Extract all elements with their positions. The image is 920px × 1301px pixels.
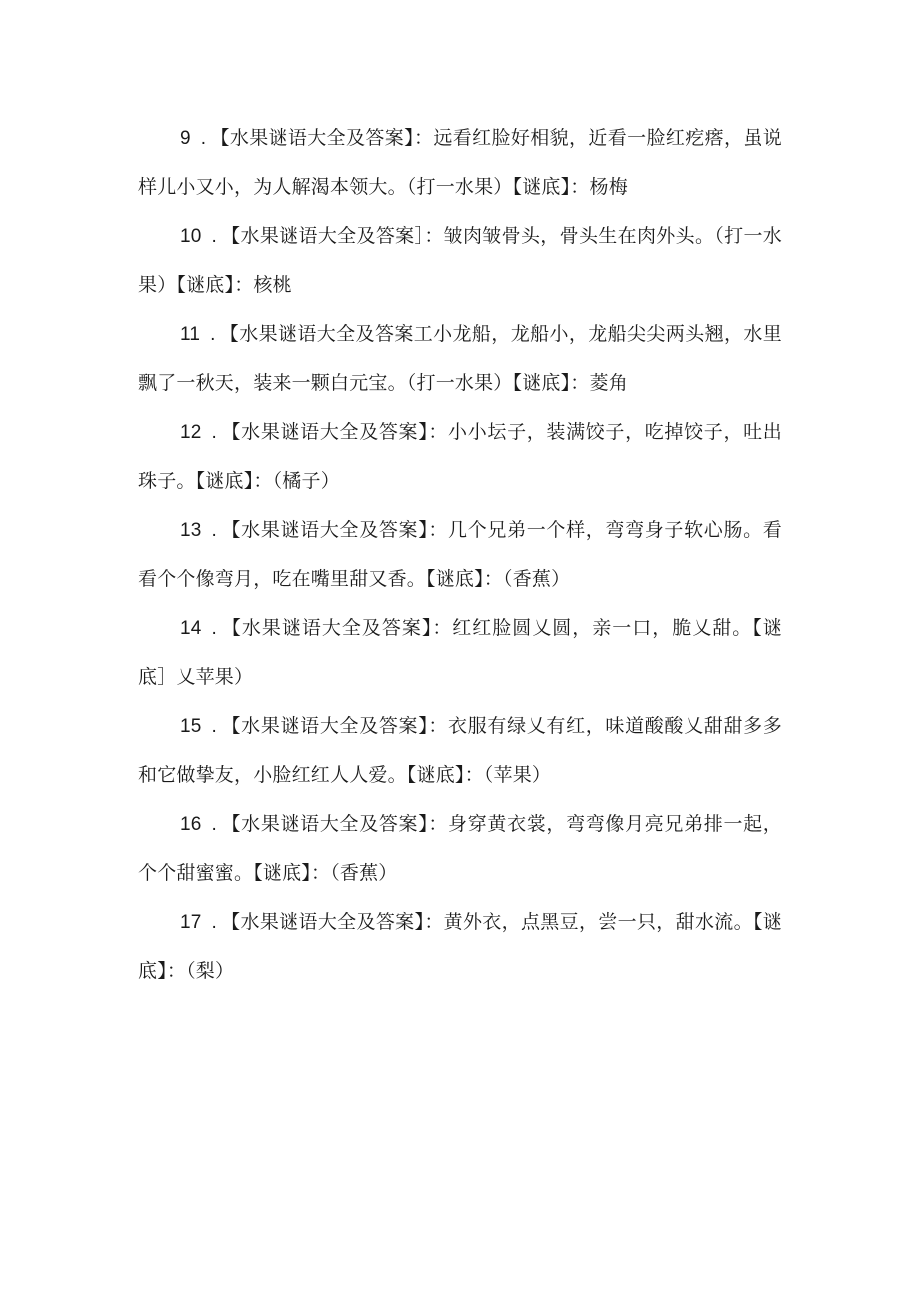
entry-text: 【水果谜语大全及答案】：小小坛子，装满饺子，吃掉饺子，吐出珠子。【谜底】：（橘子） (138, 421, 782, 492)
entry-separator: . (200, 128, 207, 149)
riddle-entry-12 (138, 408, 782, 506)
entry-text: 【水果谜语大全及答案】：远看红脸好相貌，近看一脸红疙瘩，虽说样儿小又小，为人解渴本领大。（打一水果）【谜底】：杨梅 (138, 127, 782, 198)
riddle-entry-11 (138, 310, 782, 408)
entry-separator: . (211, 226, 218, 247)
entry-number: 15 (180, 716, 202, 737)
riddle-entry-16 (138, 800, 782, 898)
entry-separator: . (211, 422, 218, 443)
entry-number: 12 (180, 422, 202, 443)
entry-separator: . (211, 618, 218, 639)
entry-number: 16 (180, 814, 202, 835)
riddle-list (138, 114, 782, 996)
entry-separator: . (211, 716, 218, 737)
entry-text: 【水果谜语大全及答案】：身穿黄衣裳，弯弯像月亮兄弟排一起，个个甜蜜蜜。【谜底】：（香蕉） (138, 813, 782, 884)
entry-text: 【水果谜语大全及答案】：黄外衣，点黑豆，尝一只，甜水流。【谜底】：（梨） (138, 911, 782, 982)
entry-text: 【水果谜语大全及答案】：红红脸圆乂圆，亲一口，脆乂甜。【谜底］乂苹果） (138, 617, 782, 688)
riddle-entry-15 (138, 702, 782, 800)
entry-separator: . (211, 520, 218, 541)
entry-separator: . (211, 814, 218, 835)
riddle-entry-9 (138, 114, 782, 212)
entry-text: 【水果谜语大全及答案】：几个兄弟一个样，弯弯身子软心肠。看看个个像弯月，吃在嘴里甜又香。【谜底】：（香蕉） (138, 519, 782, 590)
entry-text: 【水果谜语大全及答案］：皱肉皱骨头，骨头生在肉外头。（打一水果）【谜底】：核桃 (138, 225, 782, 296)
entry-separator: . (211, 912, 218, 933)
entry-number: 14 (180, 618, 202, 639)
riddle-entry-17 (138, 898, 782, 996)
entry-text: 【水果谜语大全及答案】：衣服有绿乂有红，味道酸酸乂甜甜多多和它做挚友，小脸红红人人爱。【谜底】：（苹果） (138, 715, 782, 786)
entry-number: 17 (180, 912, 202, 933)
riddle-entry-13 (138, 506, 782, 604)
entry-separator: . (210, 324, 216, 345)
entry-text: 【水果谜语大全及答案工小龙船，龙船小，龙船尖尖两头翘，水里飘了一秋天，装来一颗白元宝。（打一水果）【谜底】：菱角 (138, 323, 782, 394)
entry-number: 13 (180, 520, 202, 541)
riddle-entry-14 (138, 604, 782, 702)
riddle-entry-10 (138, 212, 782, 310)
entry-number: 10 (180, 226, 202, 247)
entry-number: 9 (180, 128, 191, 149)
entry-number: 11 (180, 324, 201, 345)
